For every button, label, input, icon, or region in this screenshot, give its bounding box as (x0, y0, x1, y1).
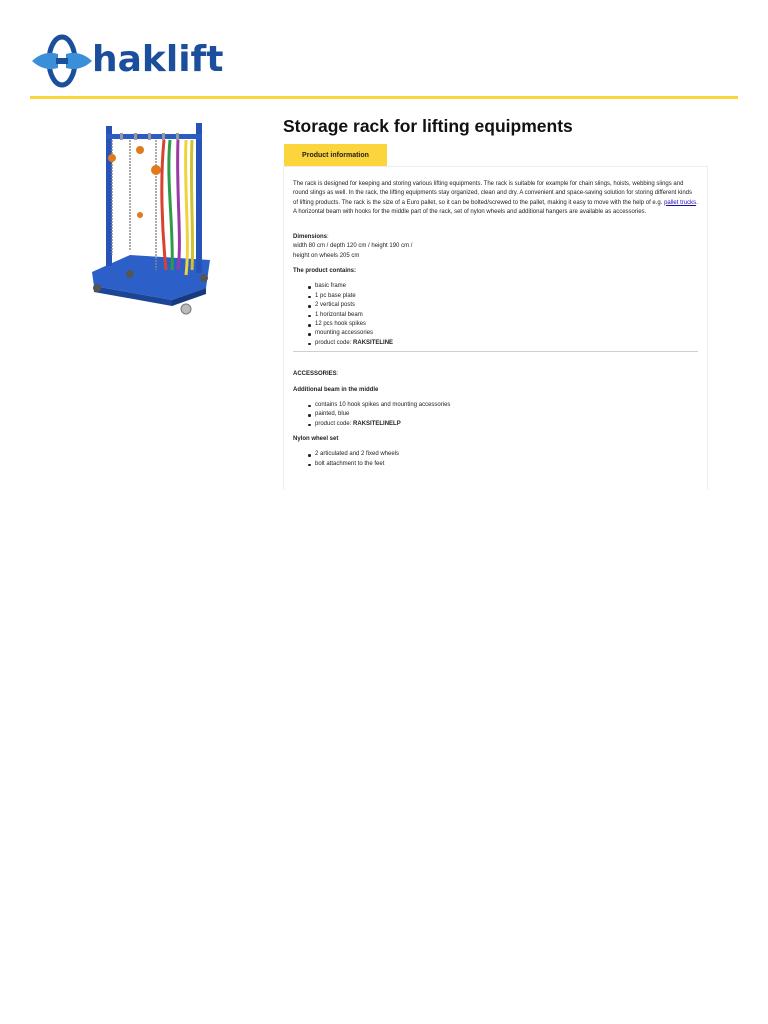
contains-list (293, 282, 698, 348)
list-item-product-code (315, 339, 698, 348)
list-item: 2 vertical posts (315, 301, 698, 310)
site-header (30, 30, 738, 96)
page-title: Storage rack for lifting equipments (283, 116, 573, 136)
beam-heading: Additional beam in the middle (293, 386, 379, 393)
product-code-label: product code: (315, 420, 354, 427)
list-item: 12 pcs hook spikes (315, 320, 698, 329)
description-text-end: . A horizontal beam with hooks for the middle part of the rack, set of nylon wheels and additional hangers are available as accessories. (293, 199, 698, 215)
accessories-heading: ACCESSORIES: (293, 371, 339, 378)
list-item: mounting accessories (315, 329, 698, 338)
wheels-list (293, 450, 698, 469)
product-code: RAKSITELINELP (353, 420, 401, 427)
tab-product-information[interactable]: Product information (284, 144, 387, 166)
list-item-product-code (315, 420, 698, 429)
description-text: The rack is designed for keeping and storing various lifting equipments. The rack is suitable for example for chain slings, hoists, webbing slings and round slings as well. In the rack, the lifting equipments stay organized, clean and dry. A convenient and space-saving solution for storing different kinds of lifting products. The rack is the size of a Euro pallet, so it can be bolted/screwed to the pallet, making it easy to move with the help of e.g. (293, 181, 693, 206)
tab-bar (283, 144, 708, 166)
list-item: 1 pc base plate (315, 292, 698, 301)
product-description (293, 180, 698, 217)
accessories-heading-text: ACCESSORIES (293, 371, 337, 378)
wheels-heading: Nylon wheel set (293, 436, 339, 443)
dimensions-line-2: height on wheels 205 cm (293, 252, 360, 259)
dimensions-line-1: width 80 cm / depth 120 cm / height 190 cm / (293, 243, 413, 250)
brand-logo[interactable] (30, 34, 223, 88)
storage-rack-image[interactable] (86, 120, 216, 315)
list-item: 1 horizontal beam (315, 311, 698, 320)
product-content (283, 116, 708, 490)
dimensions: Dimensions: (293, 234, 329, 241)
product-code-label: product code: (315, 339, 354, 346)
list-item: painted, blue (315, 410, 698, 419)
list-item: 2 articulated and 2 fixed wheels (315, 450, 698, 459)
section-divider (293, 351, 698, 352)
header-divider (30, 96, 738, 99)
contains-heading: The product contains: (293, 268, 356, 275)
pallet-trucks-link[interactable]: pallet trucks (664, 199, 697, 206)
beam-list (293, 401, 698, 429)
brand-name: haklift (92, 38, 224, 80)
product-information-panel (283, 166, 708, 490)
product-code: RAKSITELINE (353, 339, 394, 346)
haklift-logo-icon (30, 34, 94, 88)
list-item: bolt attachment to the feet (315, 460, 698, 469)
list-item: basic frame (315, 282, 698, 291)
dimensions-label: Dimensions (293, 234, 328, 241)
list-item: contains 10 hook spikes and mounting accessories (315, 401, 698, 410)
